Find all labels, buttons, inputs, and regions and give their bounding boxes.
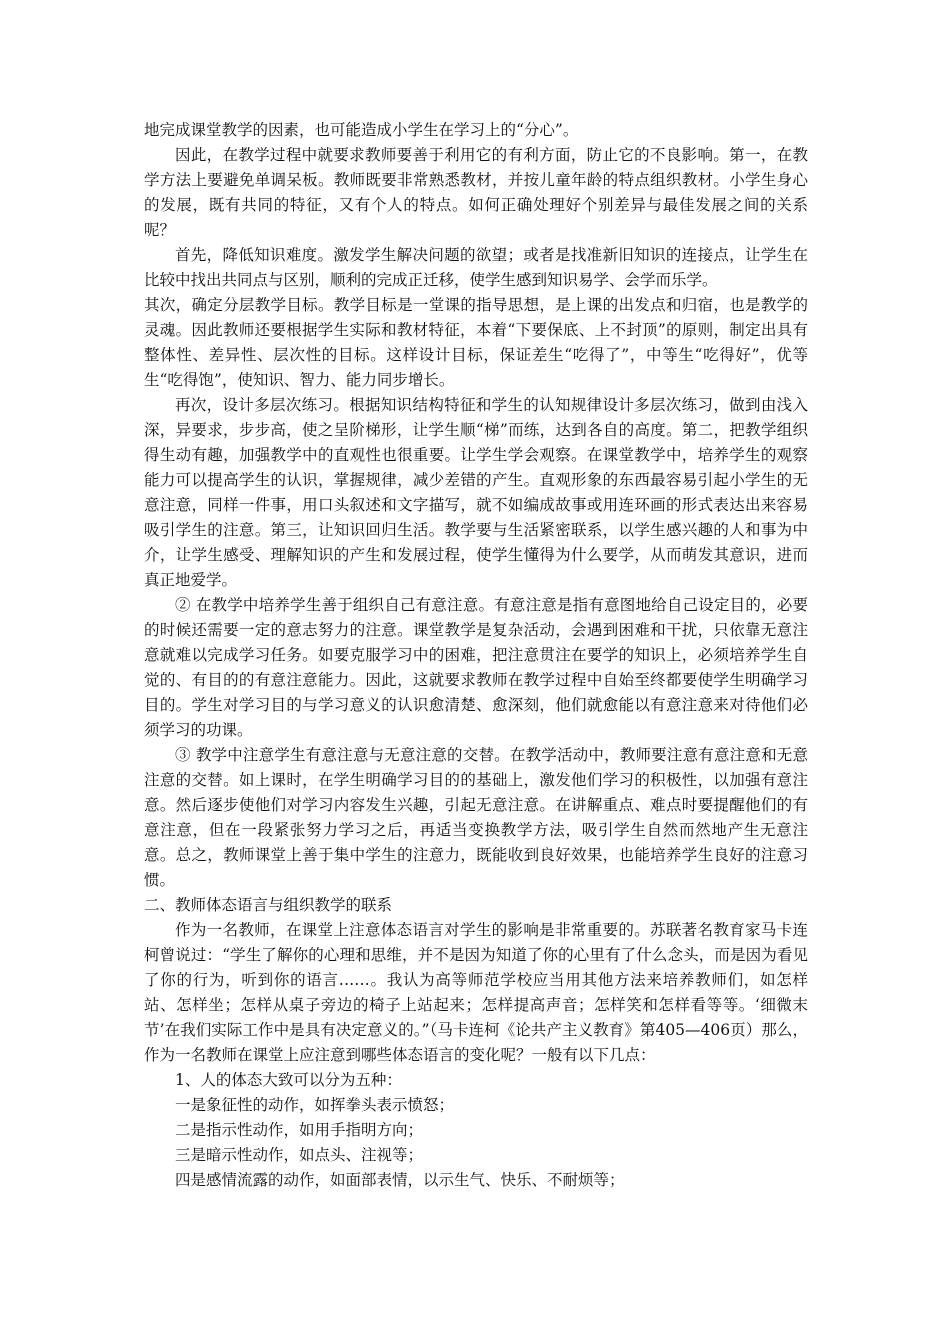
paragraph-3: 首先，降低知识难度。激发学生解决问题的欲望；或者是找准新旧知识的连接点，让学生在比较中找出共同点与区别，顺利的完成正迁移，使学生感到知识易学、会学而乐学。: [144, 246, 808, 289]
list-item-3: 三是暗示性动作，如点头、注视等；: [175, 1146, 424, 1164]
list-item-4: 四是感情流露的动作，如面部表情，以示生气、快乐、不耐烦等；: [175, 1171, 625, 1189]
paragraph-7: ③ 教学中注意学生有意注意与无意注意的交替。在教学活动中，教师要注意有意注意和无意注意的交替。如上课时，在学生明确学习目的的基础上，激发他们学习的积极性，以加强有意注意。然后逐步使他们对学习内容发生兴趣，引起无意注意。在讲解重点、难点时要提醒他们的有意注意，但在一段紧张努力学习之后，再适当变换教学方法，吸引学生自然而然地产生无意注意。总之，教师课堂上善于集中学生的注意力，既能收到良好效果，也能培养学生良好的注意习惯。: [144, 746, 808, 889]
document-body: [144, 118, 808, 1193]
section-heading: 二、教师体态语言与组织教学的联系: [144, 896, 393, 914]
paragraph-5: 再次，设计多层次练习。根据知识结构特征和学生的认知规律设计多层次练习，做到由浅入深，异要求，步步高，使之呈阶梯形，让学生顺“梯”而练，达到各自的高度。第二，把教学组织得生动有趣，加强教学中的直观性也很重要。让学生学会观察。在课堂教学中，培养学生的观察能力可以提高学生的认识，掌握规律，减少差错的产生。直观形象的东西最容易引起小学生的无意注意，同样一件事，用口头叙述和文字描写，就不如编成故事或用连环画的形式表达出来容易吸引学生的注意。第三，让知识回归生活。教学要与生活紧密联系，以学生感兴趣的人和事为中介，让学生感受、理解知识的产生和发展过程，使学生懂得为什么要学，从而萌发其意识，进而真正地爱学。: [144, 396, 808, 589]
paragraph-6: ② 在教学中培养学生善于组织自己有意注意。有意注意是指有意图地给自己设定目的，必要的时候还需要一定的意志努力的注意。课堂教学是复杂活动，会遇到困难和干扰，只依靠无意注意就难以完成学习任务。如要克服学习中的困难，把注意贯注在要学的知识上，必须培养学生自觉的、有目的的有意注意能力。因此，这就要求教师在教学过程中自始至终都要使学生明确学习目的。学生对学习目的与学习意义的认识愈清楚、愈深刻，他们就愈能以有意注意来对待他们必须学习的功课。: [144, 596, 808, 739]
list-item-1: 一是象征性的动作，如挥拳头表示愤怒；: [175, 1096, 455, 1114]
paragraph-9: 作为一名教师，在课堂上注意体态语言对学生的影响是非常重要的。苏联著名教育家马卡连柯曾说过：“学生了解你的心理和思维，并不是因为知道了你的心里有了什么念头，而是因为看见了你的行为，听到你的语言……。我认为高等师范学校应当用其他方法来培养教师们，如怎样站、怎样坐；怎样从桌子旁边的椅子上站起来；怎样提高声音；怎样笑和怎样看等等。‘细微末节’在我们实际工作中是具有决定意义的。”（马卡连柯《论共产主义教育》第405—406页）那么，作为一名教师在课堂上应注意到哪些体态语言的变化呢？一般有以下几点：: [144, 921, 808, 1064]
list-item-2: 二是指示性动作，如用手指明方向；: [175, 1121, 424, 1139]
paragraph-1: 地完成课堂教学的因素，也可能造成小学生在学习上的“分心”。: [144, 121, 579, 139]
paragraph-2: 因此，在教学过程中就要求教师要善于利用它的有利方面，防止它的不良影响。第一，在教学方法上要避免单调呆板。教师既要非常熟悉教材，并按儿童年龄的特点组织教材。小学生身心的发展，既有共同的特征，又有个人的特点。如何正确处理好个别差异与最佳发展之间的关系呢？: [144, 146, 808, 239]
list-intro: 1、人的体态大致可以分为五种：: [175, 1071, 402, 1089]
paragraph-4: 其次，确定分层教学目标。教学目标是一堂课的指导思想，是上课的出发点和归宿，也是教学的灵魂。因此教师还要根据学生实际和教材特征，本着“下要保底、上不封顶”的原则，制定出具有整体性、差异性、层次性的目标。这样设计目标，保证差生“吃得了”，中等生“吃得好”，优等生“吃得饱”，使知识、智力、能力同步增长。: [144, 296, 808, 389]
